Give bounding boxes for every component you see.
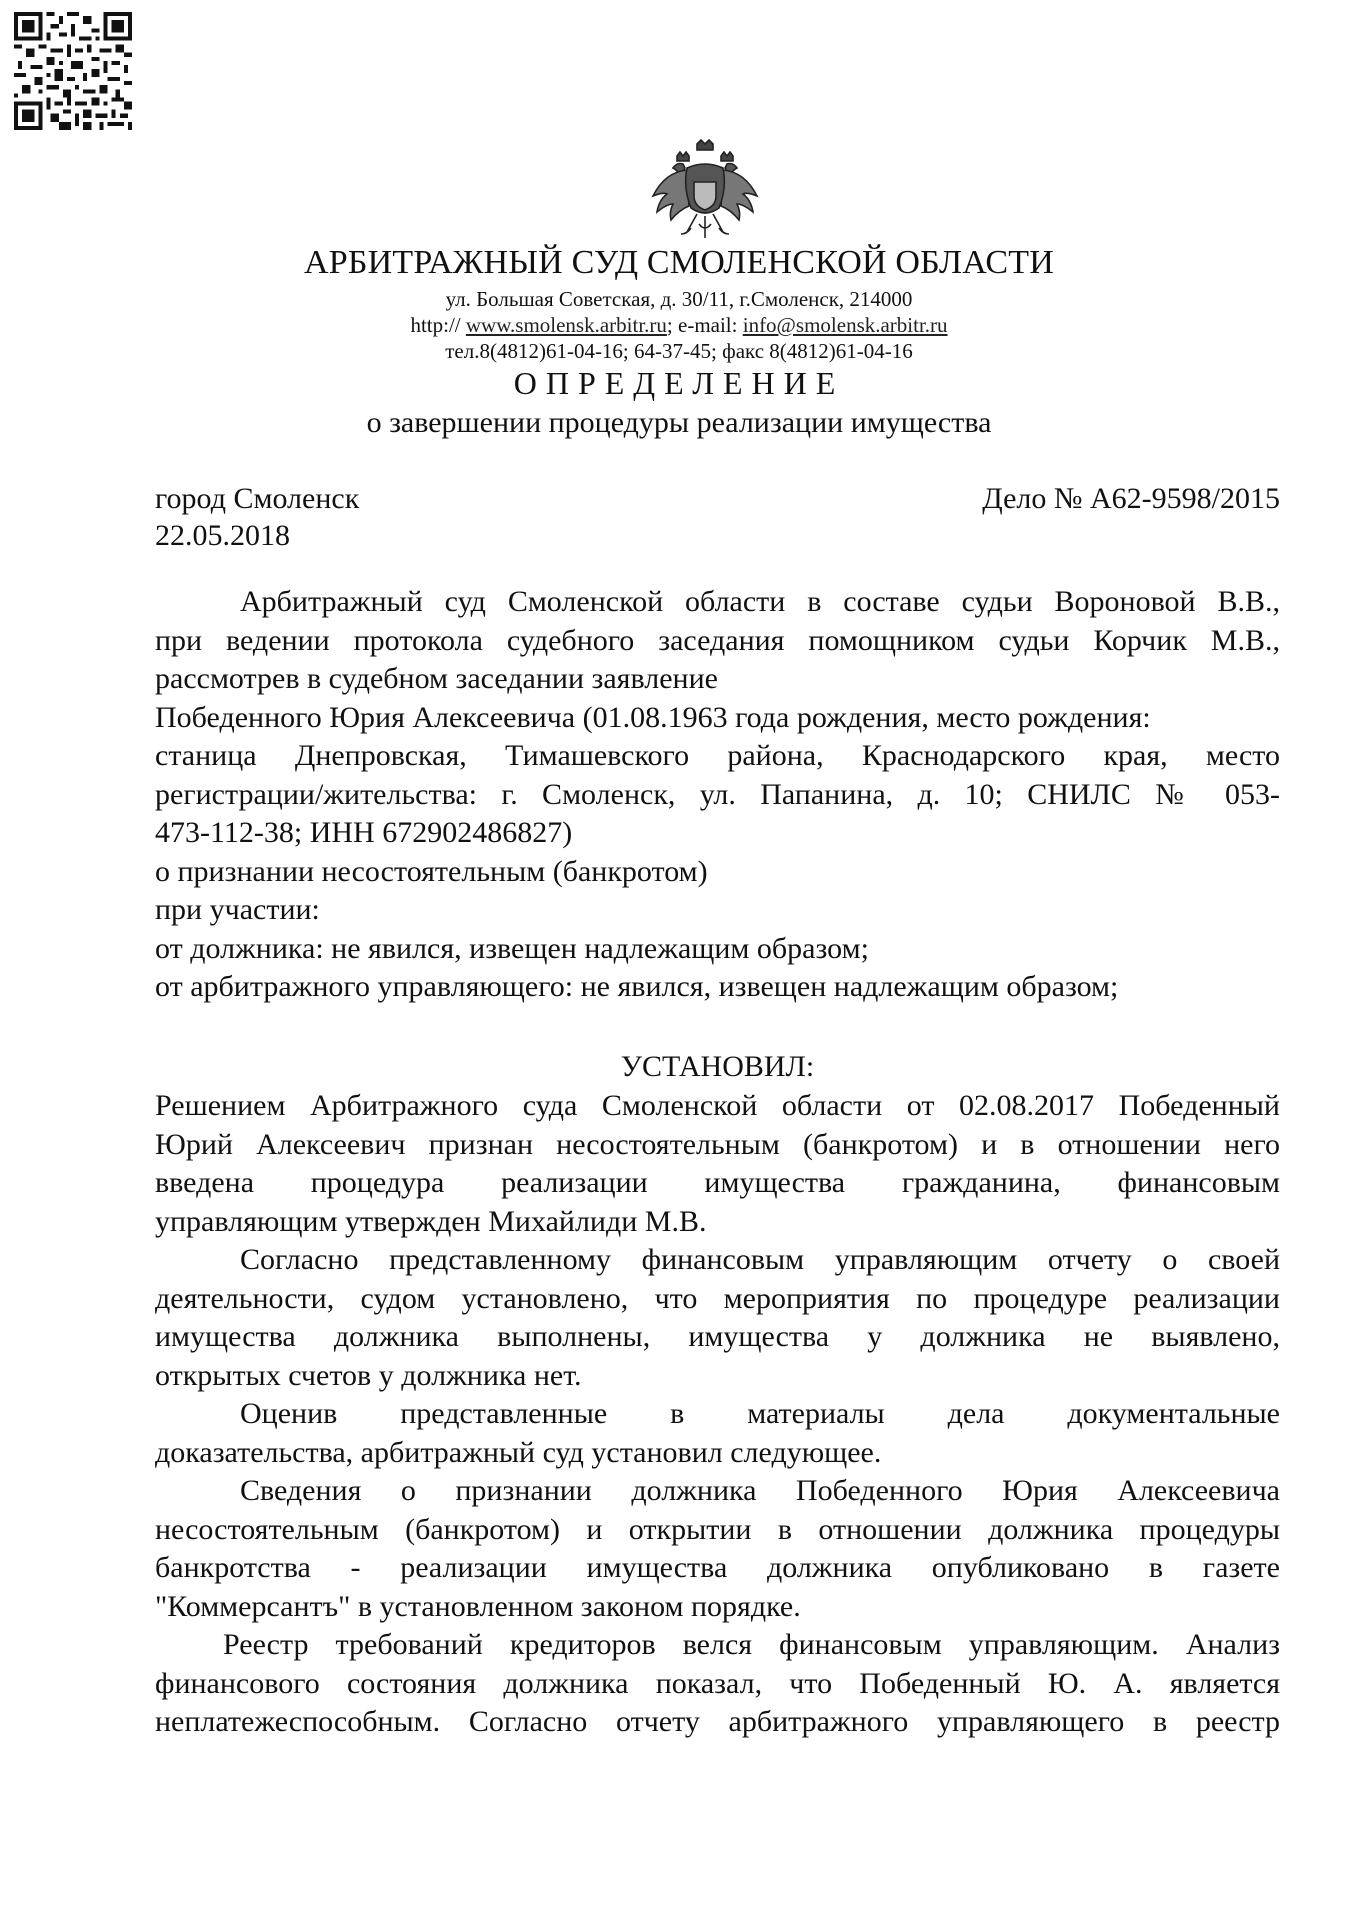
case-number: Дело № А62-9598/2015 <box>982 482 1280 515</box>
section-heading: УСТАНОВИЛ: <box>620 1050 815 1083</box>
text-line: Юрий Алексеевич признан несостоятельным (банкротом) и в отношении него <box>155 1127 1280 1161</box>
web-prefix: http:// <box>410 313 466 337</box>
email-prefix: ; e-mail: <box>666 313 743 337</box>
court-contacts <box>0 313 1358 338</box>
text-line: "Коммерсантъ" в установленном законом порядке. <box>155 1589 801 1623</box>
text-line: открытых счетов у должника нет. <box>155 1358 582 1392</box>
text-line: от должника: не явился, извещен надлежащим образом; <box>155 931 869 965</box>
text-line: финансового состояния должника показал, что Победенный Ю. А. является <box>155 1666 1280 1700</box>
section-heading-block <box>155 1048 1280 1087</box>
website-link[interactable]: www.smolensk.arbitr.ru <box>465 313 667 337</box>
text-line: Реестр требований кредиторов велся финансовым управляющим. Анализ <box>223 1628 1280 1661</box>
established-text <box>155 1087 1280 1742</box>
court-phone: тел.8(4812)61-04-16; 64-37-45; факс 8(4812)61-04-16 <box>445 339 913 363</box>
text-line: о признании несостоятельным (банкротом) <box>155 854 708 888</box>
intro-paragraph <box>155 583 1280 1007</box>
court-address: ул. Большая Советская, д. 30/11, г.Смоленск, 214000 <box>445 287 913 311</box>
text-line: неплатежеспособным. Согласно отчету арбитражного управляющего в реестр <box>155 1705 1280 1738</box>
text-line: при участии: <box>155 893 320 926</box>
text-line: Согласно представленному финансовым управляющим отчету о своей <box>240 1243 1280 1276</box>
text-line: при ведении протокола судебного заседания помощником судьи Корчик М.В., <box>155 623 1280 657</box>
text-line: доказательства, арбитражный суд установил следующее. <box>155 1435 882 1469</box>
text-line: Решением Арбитражного суда Смоленской области от 02.08.2017 Победенный <box>155 1089 1280 1122</box>
document-subtitle: о завершении процедуры реализации имущества <box>366 406 992 439</box>
court-name: АРБИТРАЖНЫЙ СУД СМОЛЕНСКОЙ ОБЛАСТИ <box>304 244 1054 281</box>
document-type: ОПРЕДЕЛЕНИЕ <box>513 365 845 401</box>
text-line: от арбитражного управляющего: не явился, извещен надлежащим образом; <box>155 970 1119 1003</box>
text-line: введена процедура реализации имущества гражданина, финансовым <box>155 1166 1280 1199</box>
text-line: 473-112-38; ИНН 672902486827) <box>155 816 573 849</box>
document-date: 22.05.2018 <box>155 519 290 552</box>
text-line: Арбитражный суд Смоленской области в составе судьи Вороновой В.В., <box>240 585 1280 618</box>
text-line: Победенного Юрия Алексеевича (01.08.1963 года рождения, место рождения: <box>155 700 1151 734</box>
coat-of-arms-icon <box>647 138 763 246</box>
text-line: станица Днепровская, Тимашевского района, Краснодарского края, место <box>155 739 1280 772</box>
text-line: Сведения о признании должника Победенного Юрия Алексеевича <box>240 1474 1280 1507</box>
qr-code-icon <box>14 12 132 130</box>
email-link[interactable]: info@smolensk.arbitr.ru <box>742 313 948 337</box>
text-line: имущества должника выполнены, имущества у должника не выявлено, <box>155 1320 1280 1353</box>
text-line: Оценив представленные в материалы дела документальные <box>240 1397 1280 1430</box>
text-line: управляющим утвержден Михайлиди М.В. <box>155 1204 707 1238</box>
text-line: рассмотрев в судебном заседании заявление <box>155 662 718 695</box>
city: город Смоленск <box>155 482 360 515</box>
text-line: несостоятельным (банкротом) и открытии в отношении должника процедуры <box>155 1512 1280 1546</box>
text-line: банкротства - реализации имущества должника опубликовано в газете <box>155 1551 1280 1584</box>
text-line: регистрации/жительства: г. Смоленск, ул. Папанина, д. 10; СНИЛС № 053- <box>155 777 1280 811</box>
text-line: деятельности, судом установлено, что мероприятия по процедуре реализации <box>155 1281 1280 1315</box>
